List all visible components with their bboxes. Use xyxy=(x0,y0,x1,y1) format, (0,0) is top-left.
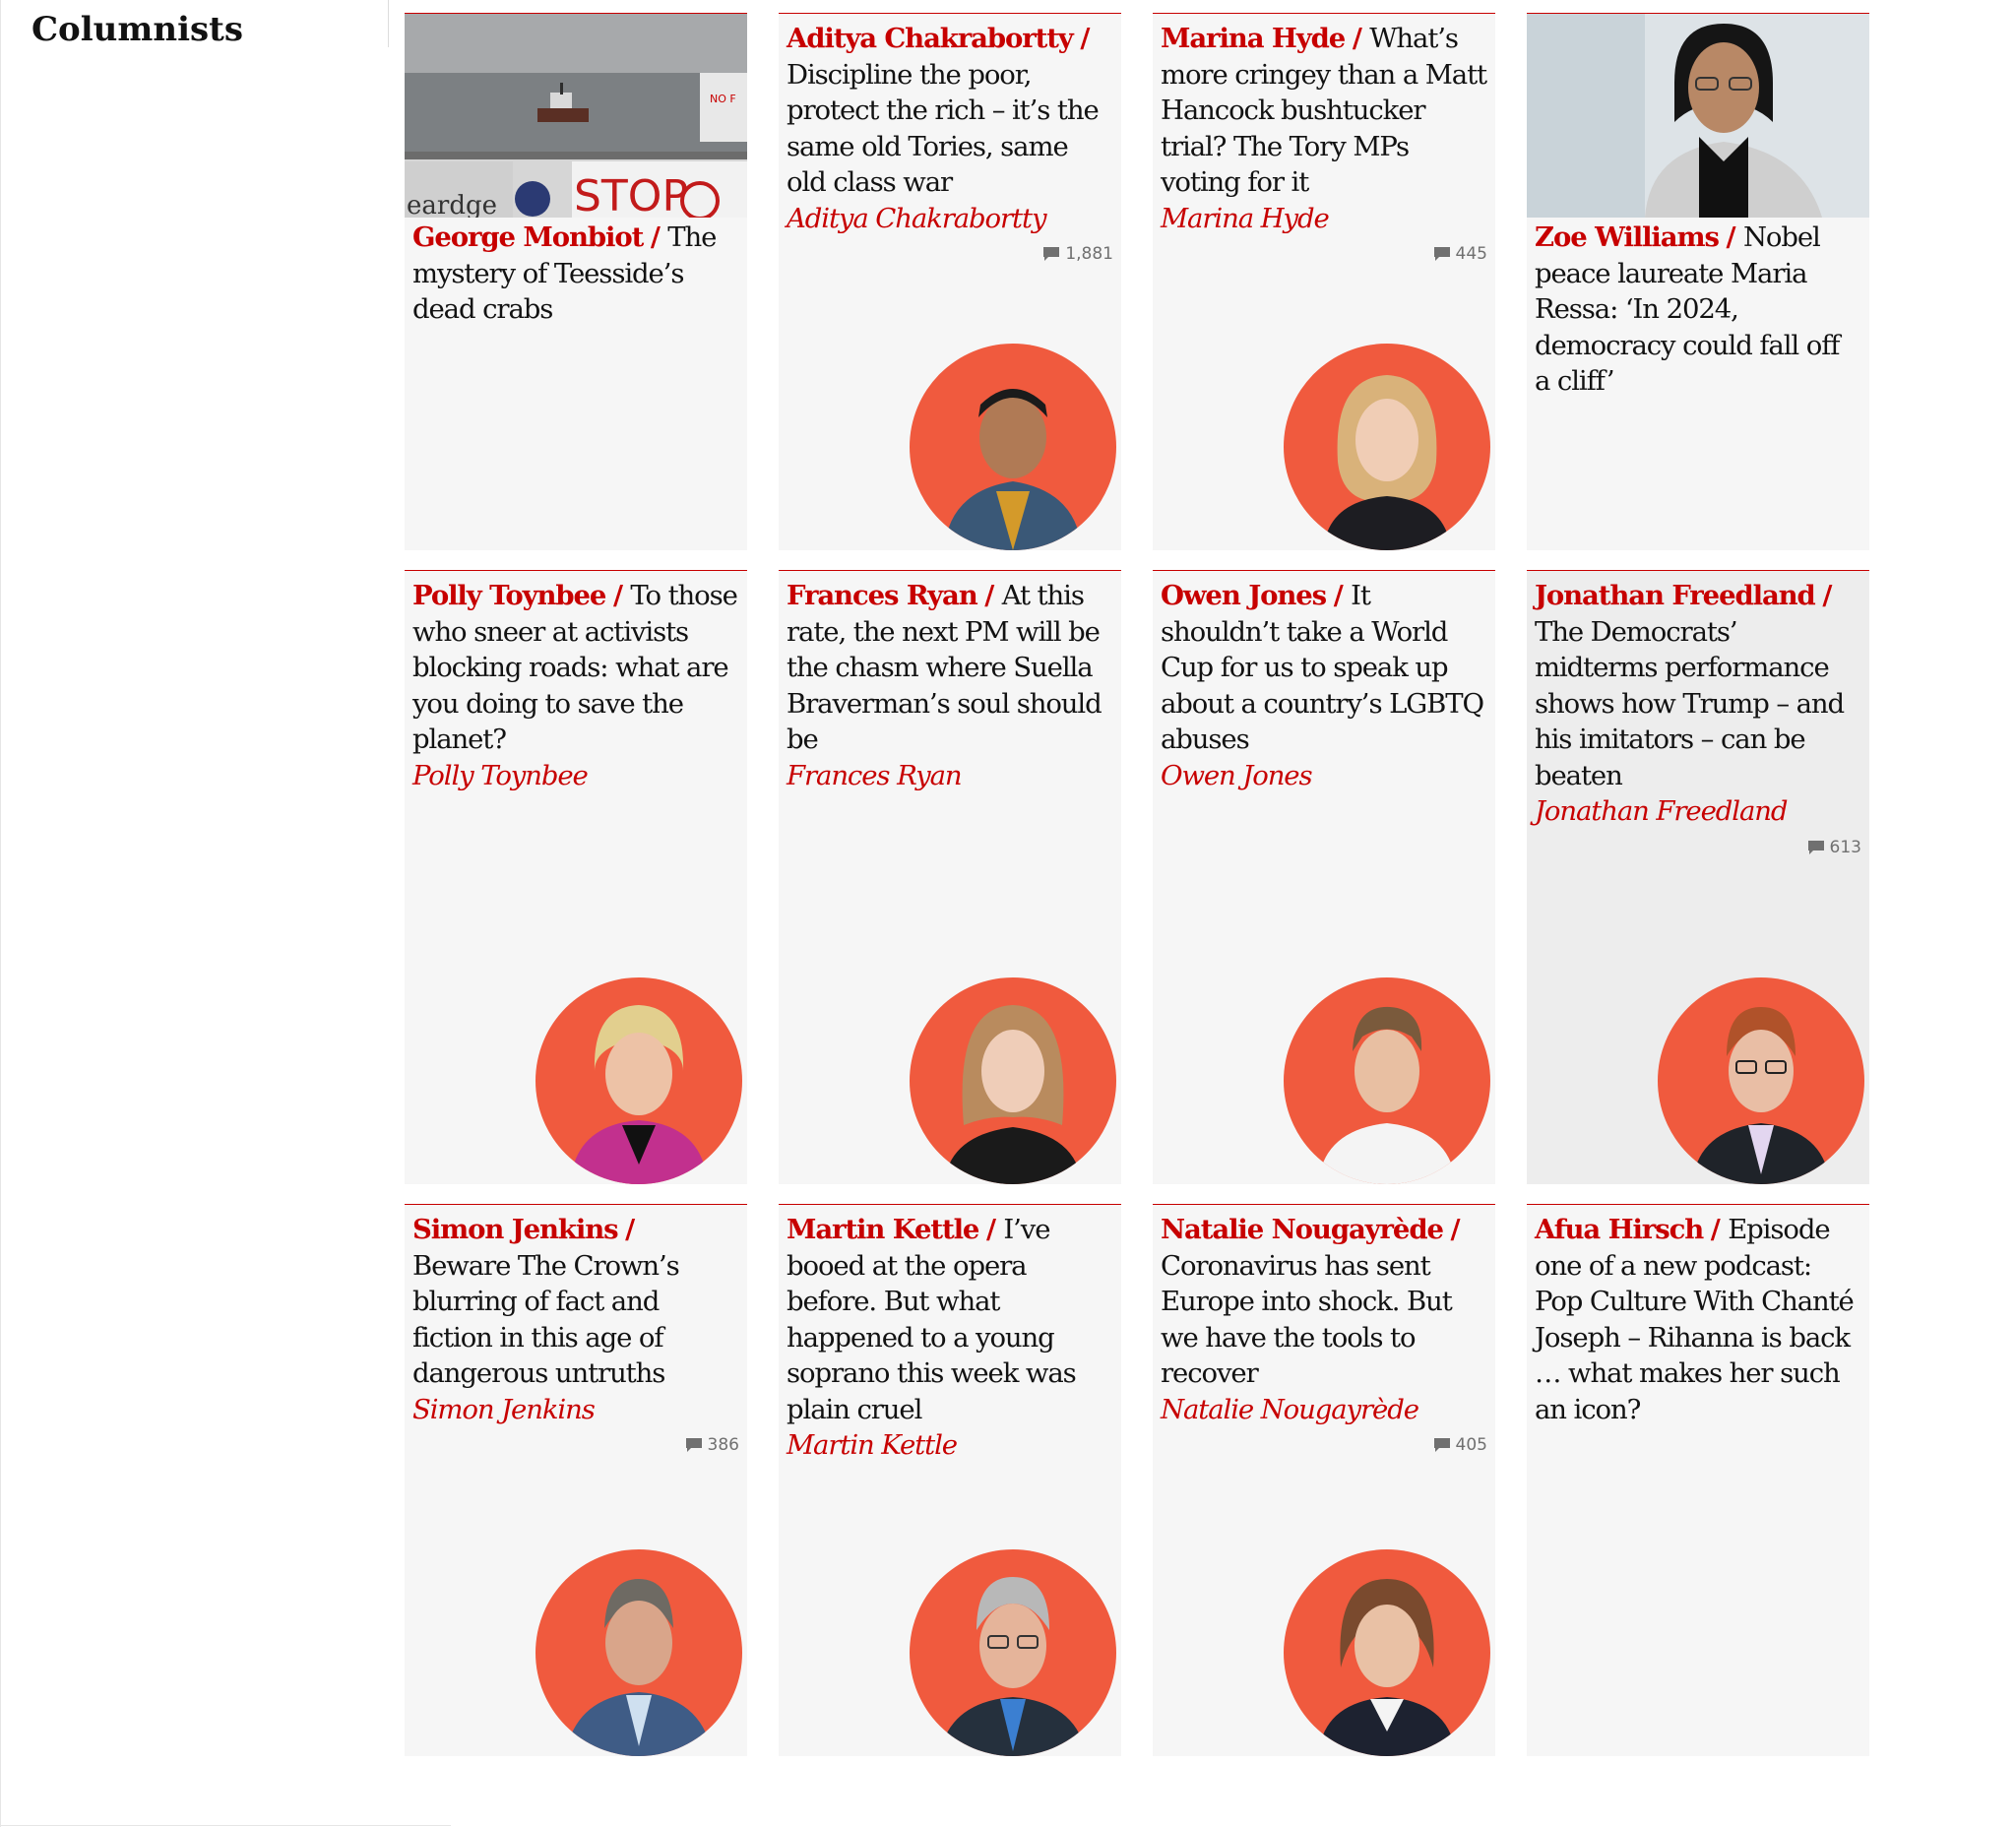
card-headline xyxy=(779,571,1121,758)
card-kicker: Frances Ryan xyxy=(787,580,977,611)
card-kicker: Polly Toynbee xyxy=(412,580,606,611)
card-headline-text: What’s more cringey than a Matt Hancock bushtucker trial? The Tory MPs voting for it xyxy=(1161,23,1487,198)
comment-count-value: 445 xyxy=(1455,244,1487,264)
card-byline: Simon Jenkins xyxy=(412,1393,595,1425)
svg-text:STOP: STOP xyxy=(574,171,688,218)
kicker-separator: / xyxy=(1710,1214,1729,1245)
card-headline-text: To those who sneer at activists blocking roads: what are you doing to save the planet? xyxy=(412,580,737,755)
card-headline xyxy=(1527,571,1869,793)
section-divider xyxy=(388,0,389,47)
card-headline xyxy=(779,1205,1121,1427)
kicker-separator: / xyxy=(1822,580,1832,611)
card-headline-text: The Democrats’ midterms performance shows how Trump – and his imitators – can be beaten xyxy=(1535,615,1845,791)
kicker-separator: / xyxy=(985,1214,1004,1245)
card-headline-text: It shouldn’t take a World Cup for us to speak up about a country’s LGBTQ abuses xyxy=(1161,580,1483,755)
card-headline xyxy=(1527,1205,1869,1427)
columnists-grid xyxy=(405,13,1869,1756)
card-headline-text: The mystery of Teesside’s dead crabs xyxy=(412,221,717,325)
article-card[interactable] xyxy=(405,570,747,1184)
comment-count[interactable] xyxy=(1153,1427,1495,1455)
comment-bubble-icon xyxy=(1042,246,1060,262)
card-byline: Martin Kettle xyxy=(787,1429,957,1461)
card-kicker: George Monbiot xyxy=(412,221,644,253)
kicker-separator: / xyxy=(1450,1214,1460,1245)
card-headline-text: Episode one of a new podcast: Pop Culture With Chanté Joseph – Rihanna is back … what makes her such an icon? xyxy=(1535,1214,1854,1425)
card-byline: Natalie Nougayrède xyxy=(1161,1393,1418,1425)
card-headline xyxy=(779,14,1121,201)
card-byline: Marina Hyde xyxy=(1161,202,1329,234)
card-headline xyxy=(405,218,747,328)
card-headline-text: Coronavirus has sent Europe into shock. But we have the tools to recover xyxy=(1161,1249,1452,1389)
page-bottom-border xyxy=(0,1825,451,1826)
card-kicker: Owen Jones xyxy=(1161,580,1327,611)
card-byline: Owen Jones xyxy=(1161,759,1312,791)
article-card[interactable] xyxy=(405,13,747,550)
columnist-avatar xyxy=(910,977,1116,1184)
card-headline-text: Nobel peace laureate Maria Ressa: ‘In 2024, democracy could fall off a cliff’ xyxy=(1535,221,1840,397)
card-headline-text: At this rate, the next PM will be the chasm where Suella Braverman’s soul should be xyxy=(787,580,1102,755)
columnist-avatar xyxy=(1284,977,1490,1184)
portrait-woman-glasses-photo xyxy=(1527,14,1869,218)
kicker-separator: / xyxy=(1080,23,1090,54)
card-byline: Jonathan Freedland xyxy=(1535,795,1788,827)
article-card[interactable] xyxy=(1527,570,1869,1184)
svg-text:eardge: eardge xyxy=(407,191,497,218)
card-kicker: Natalie Nougayrède xyxy=(1161,1214,1443,1245)
article-card[interactable] xyxy=(1153,1204,1495,1756)
comment-bubble-icon xyxy=(685,1437,703,1453)
card-kicker: Zoe Williams xyxy=(1535,221,1719,253)
kicker-separator: / xyxy=(1726,221,1743,253)
card-kicker: Marina Hyde xyxy=(1161,23,1346,54)
card-byline: Frances Ryan xyxy=(787,759,962,791)
section-title: Columnists xyxy=(32,10,243,49)
comment-count-value: 1,881 xyxy=(1065,244,1113,264)
comment-count[interactable] xyxy=(779,236,1121,264)
kicker-separator: / xyxy=(1352,23,1370,54)
kicker-separator: / xyxy=(625,1214,635,1245)
svg-text:NO F: NO F xyxy=(710,93,736,105)
article-card[interactable] xyxy=(1527,13,1869,550)
comment-count[interactable] xyxy=(1153,236,1495,264)
columnist-avatar xyxy=(910,344,1116,550)
comment-count[interactable] xyxy=(405,1427,747,1455)
article-card[interactable] xyxy=(405,1204,747,1756)
comment-count[interactable] xyxy=(1527,830,1869,857)
card-headline xyxy=(405,1205,747,1392)
article-card[interactable] xyxy=(779,13,1121,550)
columnist-avatar xyxy=(536,977,742,1184)
columnist-avatar xyxy=(536,1549,742,1756)
comment-bubble-icon xyxy=(1807,840,1825,855)
comment-bubble-icon xyxy=(1433,246,1451,262)
columnist-avatar xyxy=(910,1549,1116,1756)
article-card[interactable] xyxy=(779,1204,1121,1756)
card-headline xyxy=(1527,218,1869,400)
columnist-avatar xyxy=(1284,1549,1490,1756)
comment-count-value: 405 xyxy=(1455,1435,1487,1455)
card-headline-text: Discipline the poor, protect the rich – it’s the same old Tories, same old class war xyxy=(787,58,1099,198)
card-kicker: Simon Jenkins xyxy=(412,1214,618,1245)
card-kicker: Martin Kettle xyxy=(787,1214,979,1245)
article-card[interactable] xyxy=(779,570,1121,1184)
card-kicker: Afua Hirsch xyxy=(1535,1214,1704,1245)
card-headline xyxy=(1153,571,1495,758)
kicker-separator: / xyxy=(650,221,668,253)
article-card[interactable] xyxy=(1527,1204,1869,1756)
card-byline: Polly Toynbee xyxy=(412,759,588,791)
kicker-separator: / xyxy=(612,580,631,611)
article-card[interactable] xyxy=(1153,570,1495,1184)
kicker-separator: / xyxy=(1333,580,1352,611)
columnist-avatar xyxy=(1284,344,1490,550)
card-headline-text: Beware The Crown’s blurring of fact and fiction in this age of dangerous untruths xyxy=(412,1249,679,1389)
columnist-avatar xyxy=(1658,977,1864,1184)
card-kicker: Aditya Chakrabortty xyxy=(787,23,1073,54)
card-headline xyxy=(405,571,747,758)
card-headline xyxy=(1153,14,1495,201)
card-byline: Aditya Chakrabortty xyxy=(787,202,1046,234)
card-headline-text: I’ve booed at the opera before. But what happened to a young soprano this week was plain cruel xyxy=(787,1214,1076,1425)
protest-shoreline-photo xyxy=(405,14,747,218)
card-kicker: Jonathan Freedland xyxy=(1535,580,1815,611)
comment-bubble-icon xyxy=(1433,1437,1451,1453)
comment-count-value: 386 xyxy=(707,1435,739,1455)
kicker-separator: / xyxy=(984,580,1002,611)
page-left-border xyxy=(0,0,1,1827)
card-headline xyxy=(1153,1205,1495,1392)
article-card[interactable] xyxy=(1153,13,1495,550)
comment-count-value: 613 xyxy=(1829,837,1861,857)
